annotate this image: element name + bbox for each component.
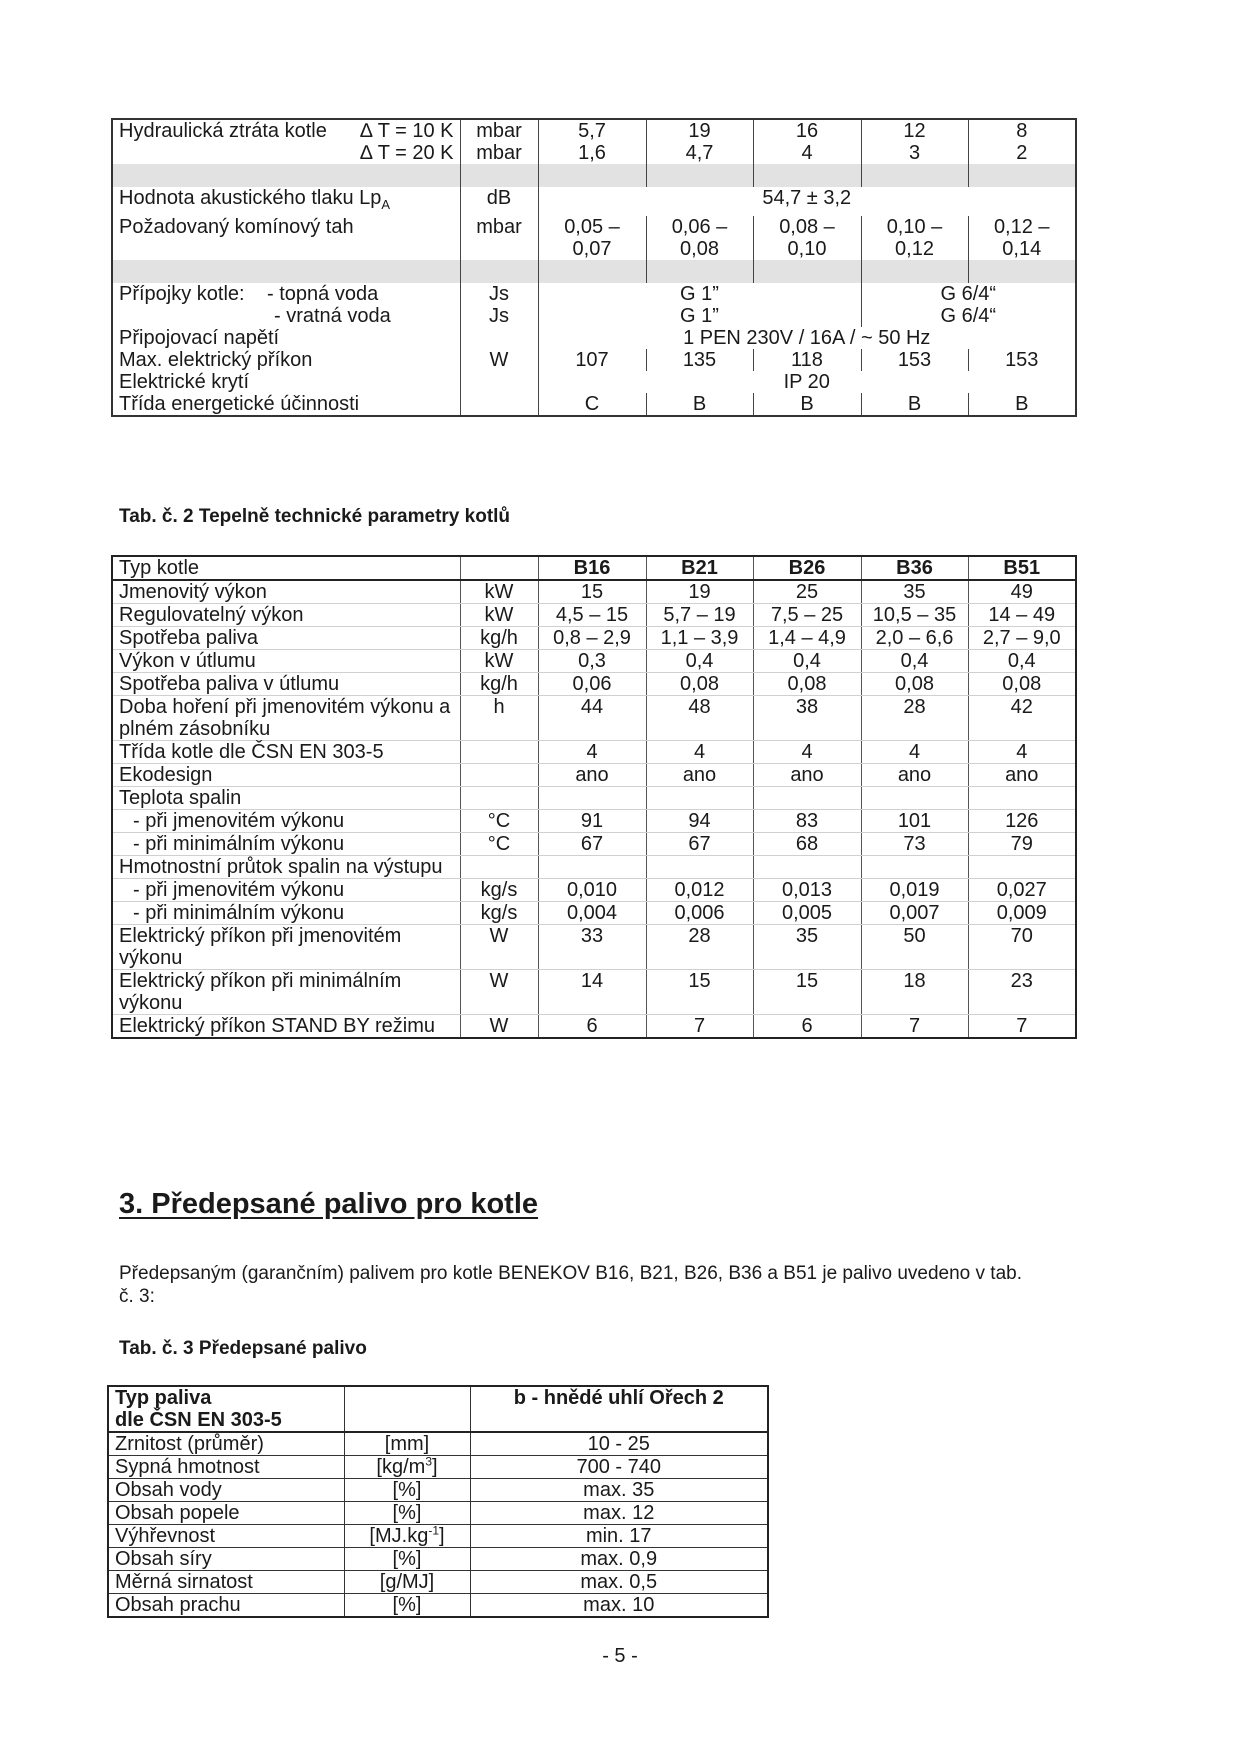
row-value: 2,0 – 6,6 bbox=[861, 627, 968, 650]
row-value bbox=[646, 856, 753, 879]
max-power-row bbox=[112, 349, 1076, 371]
row-unit: kg/s bbox=[460, 879, 538, 902]
cell: 0,06 – bbox=[671, 216, 728, 238]
fuel-standard-label: dle ČSN EN 303-5 bbox=[115, 1409, 282, 1431]
header-cell: B16 bbox=[538, 556, 646, 580]
table-row bbox=[112, 856, 1076, 879]
unit-superscript: 3 bbox=[425, 1454, 433, 1469]
row-unit: h bbox=[460, 696, 538, 741]
g64-return: G 6/4“ bbox=[861, 305, 1076, 327]
g64-supply: G 6/4“ bbox=[861, 283, 1076, 305]
connections-supply-row bbox=[112, 283, 1076, 305]
row-value: 2,7 – 9,0 bbox=[968, 627, 1076, 650]
row-unit bbox=[460, 787, 538, 810]
cell: B bbox=[753, 393, 861, 416]
row-value: 0,4 bbox=[861, 650, 968, 673]
row-value: 126 bbox=[968, 810, 1076, 833]
fuel-row bbox=[108, 1525, 768, 1548]
fuel-param-label: Zrnitost (průměr) bbox=[108, 1432, 344, 1456]
cell: 1,6 bbox=[538, 142, 646, 164]
row-unit: kW bbox=[460, 580, 538, 604]
row-value: 0,08 bbox=[968, 673, 1076, 696]
fuel-param-unit bbox=[344, 1432, 470, 1456]
table-row bbox=[112, 673, 1076, 696]
fuel-param-value: 700 - 740 bbox=[470, 1456, 768, 1479]
row-value: 0,06 bbox=[538, 673, 646, 696]
cell: B bbox=[861, 393, 968, 416]
draft-row bbox=[112, 216, 1076, 260]
row-value: 0,005 bbox=[753, 902, 861, 925]
row-value: 33 bbox=[538, 925, 646, 970]
row-value: 4 bbox=[646, 741, 753, 764]
cell: 16 bbox=[753, 119, 861, 142]
cell: 0,05 – bbox=[564, 216, 620, 238]
fuel-param-label: Obsah popele bbox=[108, 1502, 344, 1525]
row-value: 83 bbox=[753, 810, 861, 833]
cell: 0,12 bbox=[895, 238, 934, 260]
voltage-value: 1 PEN 230V / 16A / ~ 50 Hz bbox=[538, 327, 1076, 349]
row-value: 28 bbox=[861, 696, 968, 741]
table3-caption: Tab. č. 3 Předepsané palivo bbox=[119, 1338, 367, 1359]
cell: 107 bbox=[538, 349, 646, 371]
unit-text: [%] bbox=[392, 1594, 422, 1616]
row-value bbox=[538, 856, 646, 879]
row-value: 0,004 bbox=[538, 902, 646, 925]
row-value: 0,08 bbox=[861, 673, 968, 696]
row-value: 14 bbox=[538, 970, 646, 1015]
fuel-table bbox=[107, 1385, 769, 1618]
cell: 2 bbox=[968, 142, 1076, 164]
fuel-param-value: min. 17 bbox=[470, 1525, 768, 1548]
row-label: Elektrický příkon při minimálním výkonu bbox=[112, 970, 460, 1015]
unit-superscript: -1 bbox=[428, 1523, 439, 1538]
fuel-param-label: Měrná sirnatost bbox=[108, 1571, 344, 1594]
fuel-param-value: max. 35 bbox=[470, 1479, 768, 1502]
cell: 19 bbox=[646, 119, 753, 142]
unit-text: [%] bbox=[392, 1502, 422, 1524]
row-value: 14 – 49 bbox=[968, 604, 1076, 627]
fuel-row bbox=[108, 1571, 768, 1594]
unit-text: [g/MJ] bbox=[379, 1571, 435, 1593]
unit-text: [kg/m bbox=[376, 1456, 426, 1478]
fuel-param-unit bbox=[344, 1525, 470, 1548]
max-power-label: Max. elektrický příkon bbox=[112, 349, 460, 371]
fuel-param-label: Výhřevnost bbox=[108, 1525, 344, 1548]
cell: 0,12 – bbox=[993, 216, 1050, 238]
fuel-param-unit bbox=[344, 1502, 470, 1525]
connections-label: Přípojky kotle: bbox=[119, 283, 245, 305]
cover-value: IP 20 bbox=[538, 371, 1076, 393]
row-unit: °C bbox=[460, 833, 538, 856]
row-label: Regulovatelný výkon bbox=[112, 604, 460, 627]
row-label: Spotřeba paliva v útlumu bbox=[112, 673, 460, 696]
g1-return: G 1” bbox=[538, 305, 861, 327]
table-row bbox=[112, 764, 1076, 787]
paragraph-line: Předepsaným (garančním) palivem pro kotle BENEKOV B16, B21, B26, B36 a B51 je palivo uvedeno v tab. bbox=[119, 1263, 1023, 1284]
row-unit: W bbox=[460, 970, 538, 1015]
row-value: ano bbox=[968, 764, 1076, 787]
table-row bbox=[112, 970, 1076, 1015]
row-unit bbox=[460, 856, 538, 879]
row-value: 79 bbox=[968, 833, 1076, 856]
row-value: 4 bbox=[538, 741, 646, 764]
row-value: 28 bbox=[646, 925, 753, 970]
row-value: 38 bbox=[753, 696, 861, 741]
thermal-params-table bbox=[111, 555, 1077, 1039]
cell: 153 bbox=[968, 349, 1076, 371]
table-row bbox=[112, 604, 1076, 627]
cell: 0,10 – bbox=[886, 216, 943, 238]
fuel-param-value: max. 0,5 bbox=[470, 1571, 768, 1594]
table-row bbox=[112, 696, 1076, 741]
row-value: 0,019 bbox=[861, 879, 968, 902]
draft-label: Požadovaný komínový tah bbox=[112, 216, 460, 260]
fuel-param-unit bbox=[344, 1594, 470, 1618]
header-cell: B51 bbox=[968, 556, 1076, 580]
row-value: 0,012 bbox=[646, 879, 753, 902]
row-value bbox=[538, 787, 646, 810]
row-value bbox=[968, 856, 1076, 879]
row-value: 7 bbox=[861, 1015, 968, 1039]
cell: 8 bbox=[968, 119, 1076, 142]
row-value bbox=[861, 856, 968, 879]
row-value: 0,3 bbox=[538, 650, 646, 673]
delta-t-20: ∆ T = 20 K bbox=[112, 142, 460, 164]
draft-unit: mbar bbox=[460, 216, 538, 260]
row-value: 5,7 – 19 bbox=[646, 604, 753, 627]
hydraulic-unit-10: mbar bbox=[460, 119, 538, 142]
fuel-table-body bbox=[108, 1386, 768, 1617]
acoustic-value: 54,7 ± 3,2 bbox=[538, 187, 1076, 216]
fuel-row bbox=[108, 1548, 768, 1571]
fuel-param-value: max. 12 bbox=[470, 1502, 768, 1525]
row-value: ano bbox=[861, 764, 968, 787]
row-unit: kW bbox=[460, 650, 538, 673]
row-value bbox=[861, 787, 968, 810]
fuel-param-value: 10 - 25 bbox=[470, 1432, 768, 1456]
cover-row bbox=[112, 371, 1076, 393]
row-value: 4,5 – 15 bbox=[538, 604, 646, 627]
section-paragraph bbox=[119, 1262, 1119, 1308]
row-unit: W bbox=[460, 925, 538, 970]
fuel-header-row bbox=[108, 1386, 768, 1432]
row-value: 6 bbox=[753, 1015, 861, 1039]
row-label: Elektrický příkon STAND BY režimu bbox=[112, 1015, 460, 1039]
hydraulic-loss-label: Hydraulická ztráta kotle bbox=[119, 120, 327, 142]
row-label: - při jmenovitém výkonu bbox=[112, 879, 460, 902]
row-value: 42 bbox=[968, 696, 1076, 741]
header-cell: B36 bbox=[861, 556, 968, 580]
header-cell: B21 bbox=[646, 556, 753, 580]
table-row bbox=[112, 787, 1076, 810]
page-number: - 5 - bbox=[602, 1645, 638, 1667]
max-power-unit: W bbox=[460, 349, 538, 371]
row-label: Ekodesign bbox=[112, 764, 460, 787]
supply-label: - topná voda bbox=[267, 283, 379, 305]
row-value: 91 bbox=[538, 810, 646, 833]
row-value: ano bbox=[753, 764, 861, 787]
unit-text: [MJ.kg bbox=[369, 1525, 429, 1547]
row-value: 68 bbox=[753, 833, 861, 856]
fuel-param-unit bbox=[344, 1571, 470, 1594]
table-row bbox=[112, 902, 1076, 925]
acoustic-unit: dB bbox=[460, 187, 538, 216]
cell: 0,14 bbox=[1002, 238, 1042, 260]
row-value: 0,010 bbox=[538, 879, 646, 902]
row-value: 49 bbox=[968, 580, 1076, 604]
fuel-param-value: max. 10 bbox=[470, 1594, 768, 1618]
row-label: - při jmenovitém výkonu bbox=[112, 810, 460, 833]
unit-end: ] bbox=[432, 1456, 438, 1478]
table2-caption: Tab. č. 2 Tepelně technické parametry kotlů bbox=[119, 506, 511, 527]
hydraulic-unit-20: mbar bbox=[460, 142, 538, 164]
row-value: 4 bbox=[861, 741, 968, 764]
fuel-row bbox=[108, 1502, 768, 1525]
row-label: Jmenovitý výkon bbox=[112, 580, 460, 604]
voltage-row bbox=[112, 327, 1076, 349]
unit-text: [%] bbox=[392, 1479, 422, 1501]
cell: 135 bbox=[646, 349, 753, 371]
row-value: 6 bbox=[538, 1015, 646, 1039]
row-label: Hmotnostní průtok spalin na výstupu bbox=[112, 856, 460, 879]
connections-unit: Js bbox=[460, 305, 538, 327]
cover-label: Elektrické krytí bbox=[112, 371, 460, 393]
unit-end: ] bbox=[439, 1525, 445, 1547]
row-unit bbox=[460, 741, 538, 764]
header-cell bbox=[460, 556, 538, 580]
row-value: 48 bbox=[646, 696, 753, 741]
row-unit bbox=[460, 764, 538, 787]
fuel-param-label: Obsah prachu bbox=[108, 1594, 344, 1618]
cell: 153 bbox=[861, 349, 968, 371]
table-row bbox=[112, 627, 1076, 650]
row-value: 1,1 – 3,9 bbox=[646, 627, 753, 650]
section-heading: 3. Předepsané palivo pro kotle bbox=[119, 1188, 539, 1220]
row-value: 50 bbox=[861, 925, 968, 970]
row-value: 15 bbox=[646, 970, 753, 1015]
fuel-row bbox=[108, 1479, 768, 1502]
fuel-param-label: Sypná hmotnost bbox=[108, 1456, 344, 1479]
row-unit: W bbox=[460, 1015, 538, 1039]
cell: 4 bbox=[753, 142, 861, 164]
table-row bbox=[112, 580, 1076, 604]
table-row bbox=[112, 879, 1076, 902]
cell: B bbox=[968, 393, 1076, 416]
return-label: - vratná voda bbox=[112, 305, 460, 327]
acoustic-row bbox=[112, 187, 1076, 216]
fuel-param-label: Obsah vody bbox=[108, 1479, 344, 1502]
hydraulic-loss-row-20k bbox=[112, 142, 1076, 164]
energy-class-row bbox=[112, 393, 1076, 416]
row-value: 0,4 bbox=[753, 650, 861, 673]
energy-class-label: Třída energetické účinnosti bbox=[112, 393, 460, 416]
row-value: 1,4 – 4,9 bbox=[753, 627, 861, 650]
unit-text: [%] bbox=[392, 1548, 422, 1570]
thermal-params-body bbox=[112, 556, 1076, 1038]
row-unit: kg/h bbox=[460, 673, 538, 696]
row-value: 7 bbox=[968, 1015, 1076, 1039]
fuel-type-value: b - hnědé uhlí Ořech 2 bbox=[470, 1386, 768, 1432]
technical-params-table-continued bbox=[111, 118, 1077, 417]
fuel-row bbox=[108, 1594, 768, 1618]
table-row bbox=[112, 810, 1076, 833]
row-label: Výkon v útlumu bbox=[112, 650, 460, 673]
row-value: 0,006 bbox=[646, 902, 753, 925]
table-row bbox=[112, 1015, 1076, 1039]
paragraph-line: č. 3: bbox=[119, 1286, 155, 1307]
fuel-param-label: Obsah síry bbox=[108, 1548, 344, 1571]
cell: 3 bbox=[861, 142, 968, 164]
row-label: Doba hoření při jmenovitém výkonu a plném zásobníku bbox=[112, 696, 460, 741]
row-value: 94 bbox=[646, 810, 753, 833]
cell: 4,7 bbox=[646, 142, 753, 164]
row-value: 0,027 bbox=[968, 879, 1076, 902]
row-value: 25 bbox=[753, 580, 861, 604]
row-value: 18 bbox=[861, 970, 968, 1015]
row-value: 0,009 bbox=[968, 902, 1076, 925]
header-cell: B26 bbox=[753, 556, 861, 580]
fuel-param-unit bbox=[344, 1456, 470, 1479]
table-header-row bbox=[112, 556, 1076, 580]
cell: 0,07 bbox=[572, 238, 612, 260]
row-label: Spotřeba paliva bbox=[112, 627, 460, 650]
connections-unit: Js bbox=[460, 283, 538, 305]
fuel-row bbox=[108, 1432, 768, 1456]
spacer-row bbox=[112, 164, 1076, 187]
row-value: 0,08 bbox=[753, 673, 861, 696]
fuel-param-unit bbox=[344, 1548, 470, 1571]
connections-return-row bbox=[112, 305, 1076, 327]
row-value: 73 bbox=[861, 833, 968, 856]
fuel-type-label: Typ paliva bbox=[115, 1387, 212, 1409]
table-row bbox=[112, 833, 1076, 856]
hydraulic-loss-row-10k bbox=[112, 119, 1076, 142]
table-row bbox=[112, 925, 1076, 970]
row-value: 0,4 bbox=[968, 650, 1076, 673]
row-value: ano bbox=[646, 764, 753, 787]
table-row bbox=[112, 741, 1076, 764]
table-row bbox=[112, 650, 1076, 673]
row-value: 7,5 – 25 bbox=[753, 604, 861, 627]
cell: 118 bbox=[753, 349, 861, 371]
row-label: Třída kotle dle ČSN EN 303-5 bbox=[112, 741, 460, 764]
delta-t-10: ∆ T = 10 K bbox=[360, 120, 454, 142]
row-value: 0,013 bbox=[753, 879, 861, 902]
row-value: 19 bbox=[646, 580, 753, 604]
row-value bbox=[968, 787, 1076, 810]
fuel-param-unit bbox=[344, 1479, 470, 1502]
row-value bbox=[753, 787, 861, 810]
unit-text: [mm] bbox=[384, 1433, 430, 1455]
row-value: 7 bbox=[646, 1015, 753, 1039]
row-value: 0,4 bbox=[646, 650, 753, 673]
cell: 0,10 bbox=[787, 238, 827, 260]
fuel-row bbox=[108, 1456, 768, 1479]
row-value bbox=[753, 856, 861, 879]
row-value: 44 bbox=[538, 696, 646, 741]
row-value: 67 bbox=[538, 833, 646, 856]
row-unit: kg/s bbox=[460, 902, 538, 925]
row-label: - při minimálním výkonu bbox=[112, 833, 460, 856]
acoustic-label: Hodnota akustického tlaku Lp bbox=[119, 187, 382, 209]
row-value: 4 bbox=[968, 741, 1076, 764]
row-value: 35 bbox=[861, 580, 968, 604]
cell: 0,08 – bbox=[779, 216, 835, 238]
spacer-row bbox=[112, 260, 1076, 283]
row-label: - při minimálním výkonu bbox=[112, 902, 460, 925]
row-value: 35 bbox=[753, 925, 861, 970]
fuel-param-value: max. 0,9 bbox=[470, 1548, 768, 1571]
cell: 5,7 bbox=[538, 119, 646, 142]
row-value: ano bbox=[538, 764, 646, 787]
row-value: 67 bbox=[646, 833, 753, 856]
header-cell: Typ kotle bbox=[112, 556, 460, 580]
acoustic-sub: A bbox=[381, 197, 391, 212]
row-value: 15 bbox=[753, 970, 861, 1015]
voltage-label: Připojovací napětí bbox=[112, 327, 460, 349]
g1-supply: G 1” bbox=[538, 283, 861, 305]
row-value: 101 bbox=[861, 810, 968, 833]
row-value: 0,8 – 2,9 bbox=[538, 627, 646, 650]
row-value: 4 bbox=[753, 741, 861, 764]
row-unit: kW bbox=[460, 604, 538, 627]
row-unit: kg/h bbox=[460, 627, 538, 650]
cell: 12 bbox=[861, 119, 968, 142]
row-label: Elektrický příkon při jmenovitém výkonu bbox=[112, 925, 460, 970]
row-label: Teplota spalin bbox=[112, 787, 460, 810]
row-value bbox=[646, 787, 753, 810]
cell: B bbox=[646, 393, 753, 416]
row-unit: °C bbox=[460, 810, 538, 833]
row-value: 0,007 bbox=[861, 902, 968, 925]
row-value: 70 bbox=[968, 925, 1076, 970]
row-value: 10,5 – 35 bbox=[861, 604, 968, 627]
cell: 0,08 bbox=[680, 238, 719, 260]
row-value: 23 bbox=[968, 970, 1076, 1015]
cell: C bbox=[538, 393, 646, 416]
row-value: 0,08 bbox=[646, 673, 753, 696]
row-value: 15 bbox=[538, 580, 646, 604]
